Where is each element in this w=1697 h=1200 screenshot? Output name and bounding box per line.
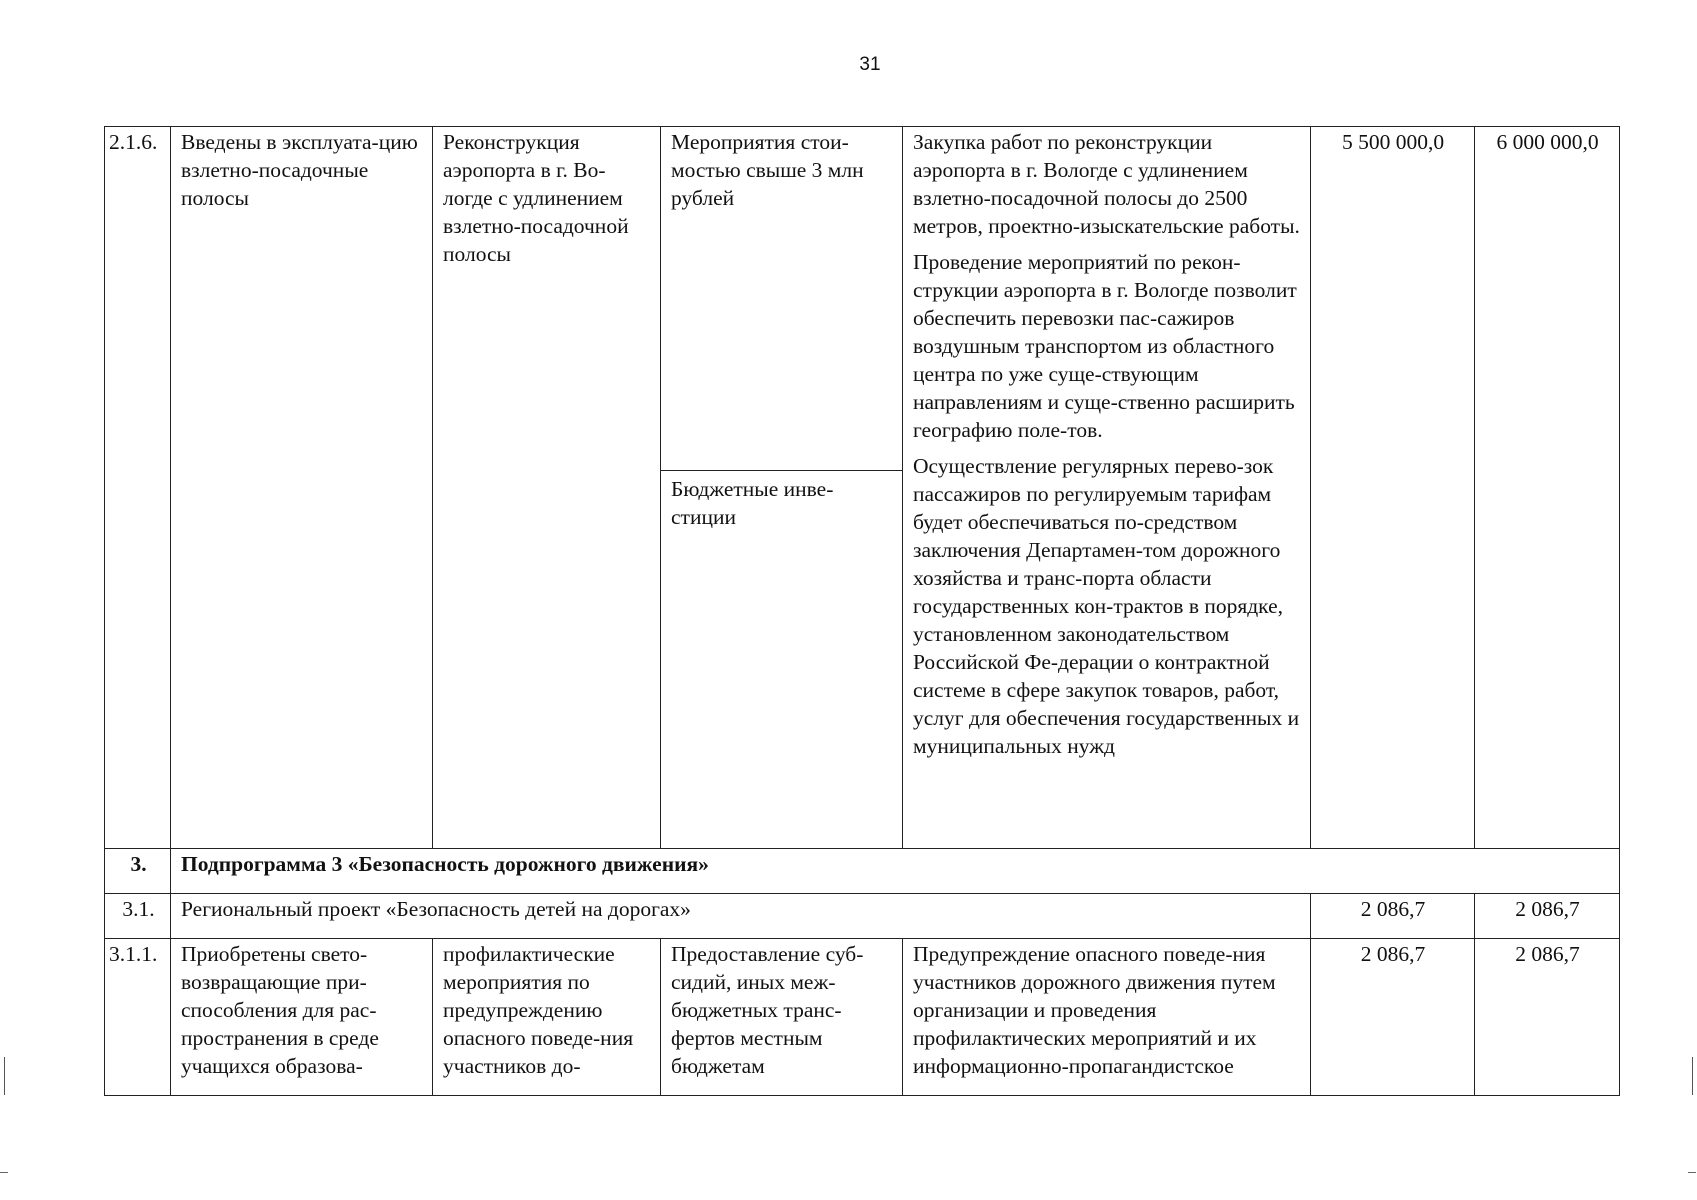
event-cell: профилактические мероприятия по предупреждению опасного поведе-ния участников до- <box>433 939 661 1096</box>
project-title: Региональный проект «Безопасность детей на дорогах» <box>171 894 1311 939</box>
program-table <box>104 126 1620 1096</box>
scan-edge-mark-left <box>4 1057 5 1095</box>
table-row-2-1-6 <box>105 127 1620 849</box>
subprogram-title: Подпрограмма 3 «Безопасность дорожного движения» <box>171 849 1620 894</box>
row-number: 3.1. <box>105 894 171 939</box>
result-cell: Приобретены свето-возвращающие при-способления для рас-пространения в среде учащихся образова- <box>171 939 433 1096</box>
event-type-bottom: Бюджетные инве-стиции <box>671 477 834 529</box>
event-cell: Реконструкция аэропорта в г. Во-логде с удлинением взлетно-посадочной полосы <box>433 127 661 849</box>
event-type-top: Мероприятия стои-мостью свыше 3 млн рублей <box>661 127 902 471</box>
event-type-cell <box>661 127 903 849</box>
amount-cell: 2 086,7 <box>1475 894 1620 939</box>
scan-edge-tick-left <box>0 1172 8 1173</box>
table-row-3-1 <box>105 894 1620 939</box>
table-row-3-1-1 <box>105 939 1620 1096</box>
amount-cell: 2 086,7 <box>1311 894 1475 939</box>
row-number: 2.1.6. <box>105 127 171 849</box>
event-type-cell: Предоставление суб-сидий, иных меж-бюджетных транс-фертов местным бюджетам <box>661 939 903 1096</box>
description-cell: Предупреждение опасного поведе-ния участников дорожного движения путем организации и проведения профилактических мероприятий и их информационно-пропагандистское <box>903 939 1311 1096</box>
scan-edge-tick-right <box>1688 1172 1696 1173</box>
amount-cell: 2 086,7 <box>1311 939 1475 1096</box>
amount-cell: 5 500 000,0 <box>1311 127 1475 849</box>
amount-cell: 6 000 000,0 <box>1475 127 1620 849</box>
scan-edge-mark-right <box>1692 1057 1693 1095</box>
description-cell <box>903 127 1311 849</box>
description-paragraph: Закупка работ по реконструкции аэропорта в г. Вологде с удлинением взлетно-посадочной полосы до 2500 метров, проектно-изыскательские работы. <box>913 130 1300 238</box>
description-paragraph: Проведение мероприятий по рекон-струкции аэропорта в г. Вологде позволит обеспечить перевозки пас-сажиров воздушным транспортом из областного центра по уже суще-ствующим направлениям и суще-ственно расширить географию поле-тов. <box>913 250 1297 442</box>
table-row-3 <box>105 849 1620 894</box>
result-cell: Введены в эксплуата-цию взлетно-посадочные полосы <box>171 127 433 849</box>
amount-cell: 2 086,7 <box>1475 939 1620 1096</box>
description-paragraph: Осуществление регулярных перево-зок пассажиров по регулируемым тарифам будет обеспечиваться по-средством заключения Департамен-том дорожного хозяйства и транс-порта области государственных кон-трактов в порядке, установленном законодательством Российской Фе-дерации о контрактной системе в сфере закупок товаров, работ, услуг для обеспечения государственных и муниципальных нужд <box>913 454 1300 758</box>
row-number: 3. <box>105 849 171 894</box>
page-number: 31 <box>859 54 881 75</box>
row-number: 3.1.1. <box>105 939 171 1096</box>
